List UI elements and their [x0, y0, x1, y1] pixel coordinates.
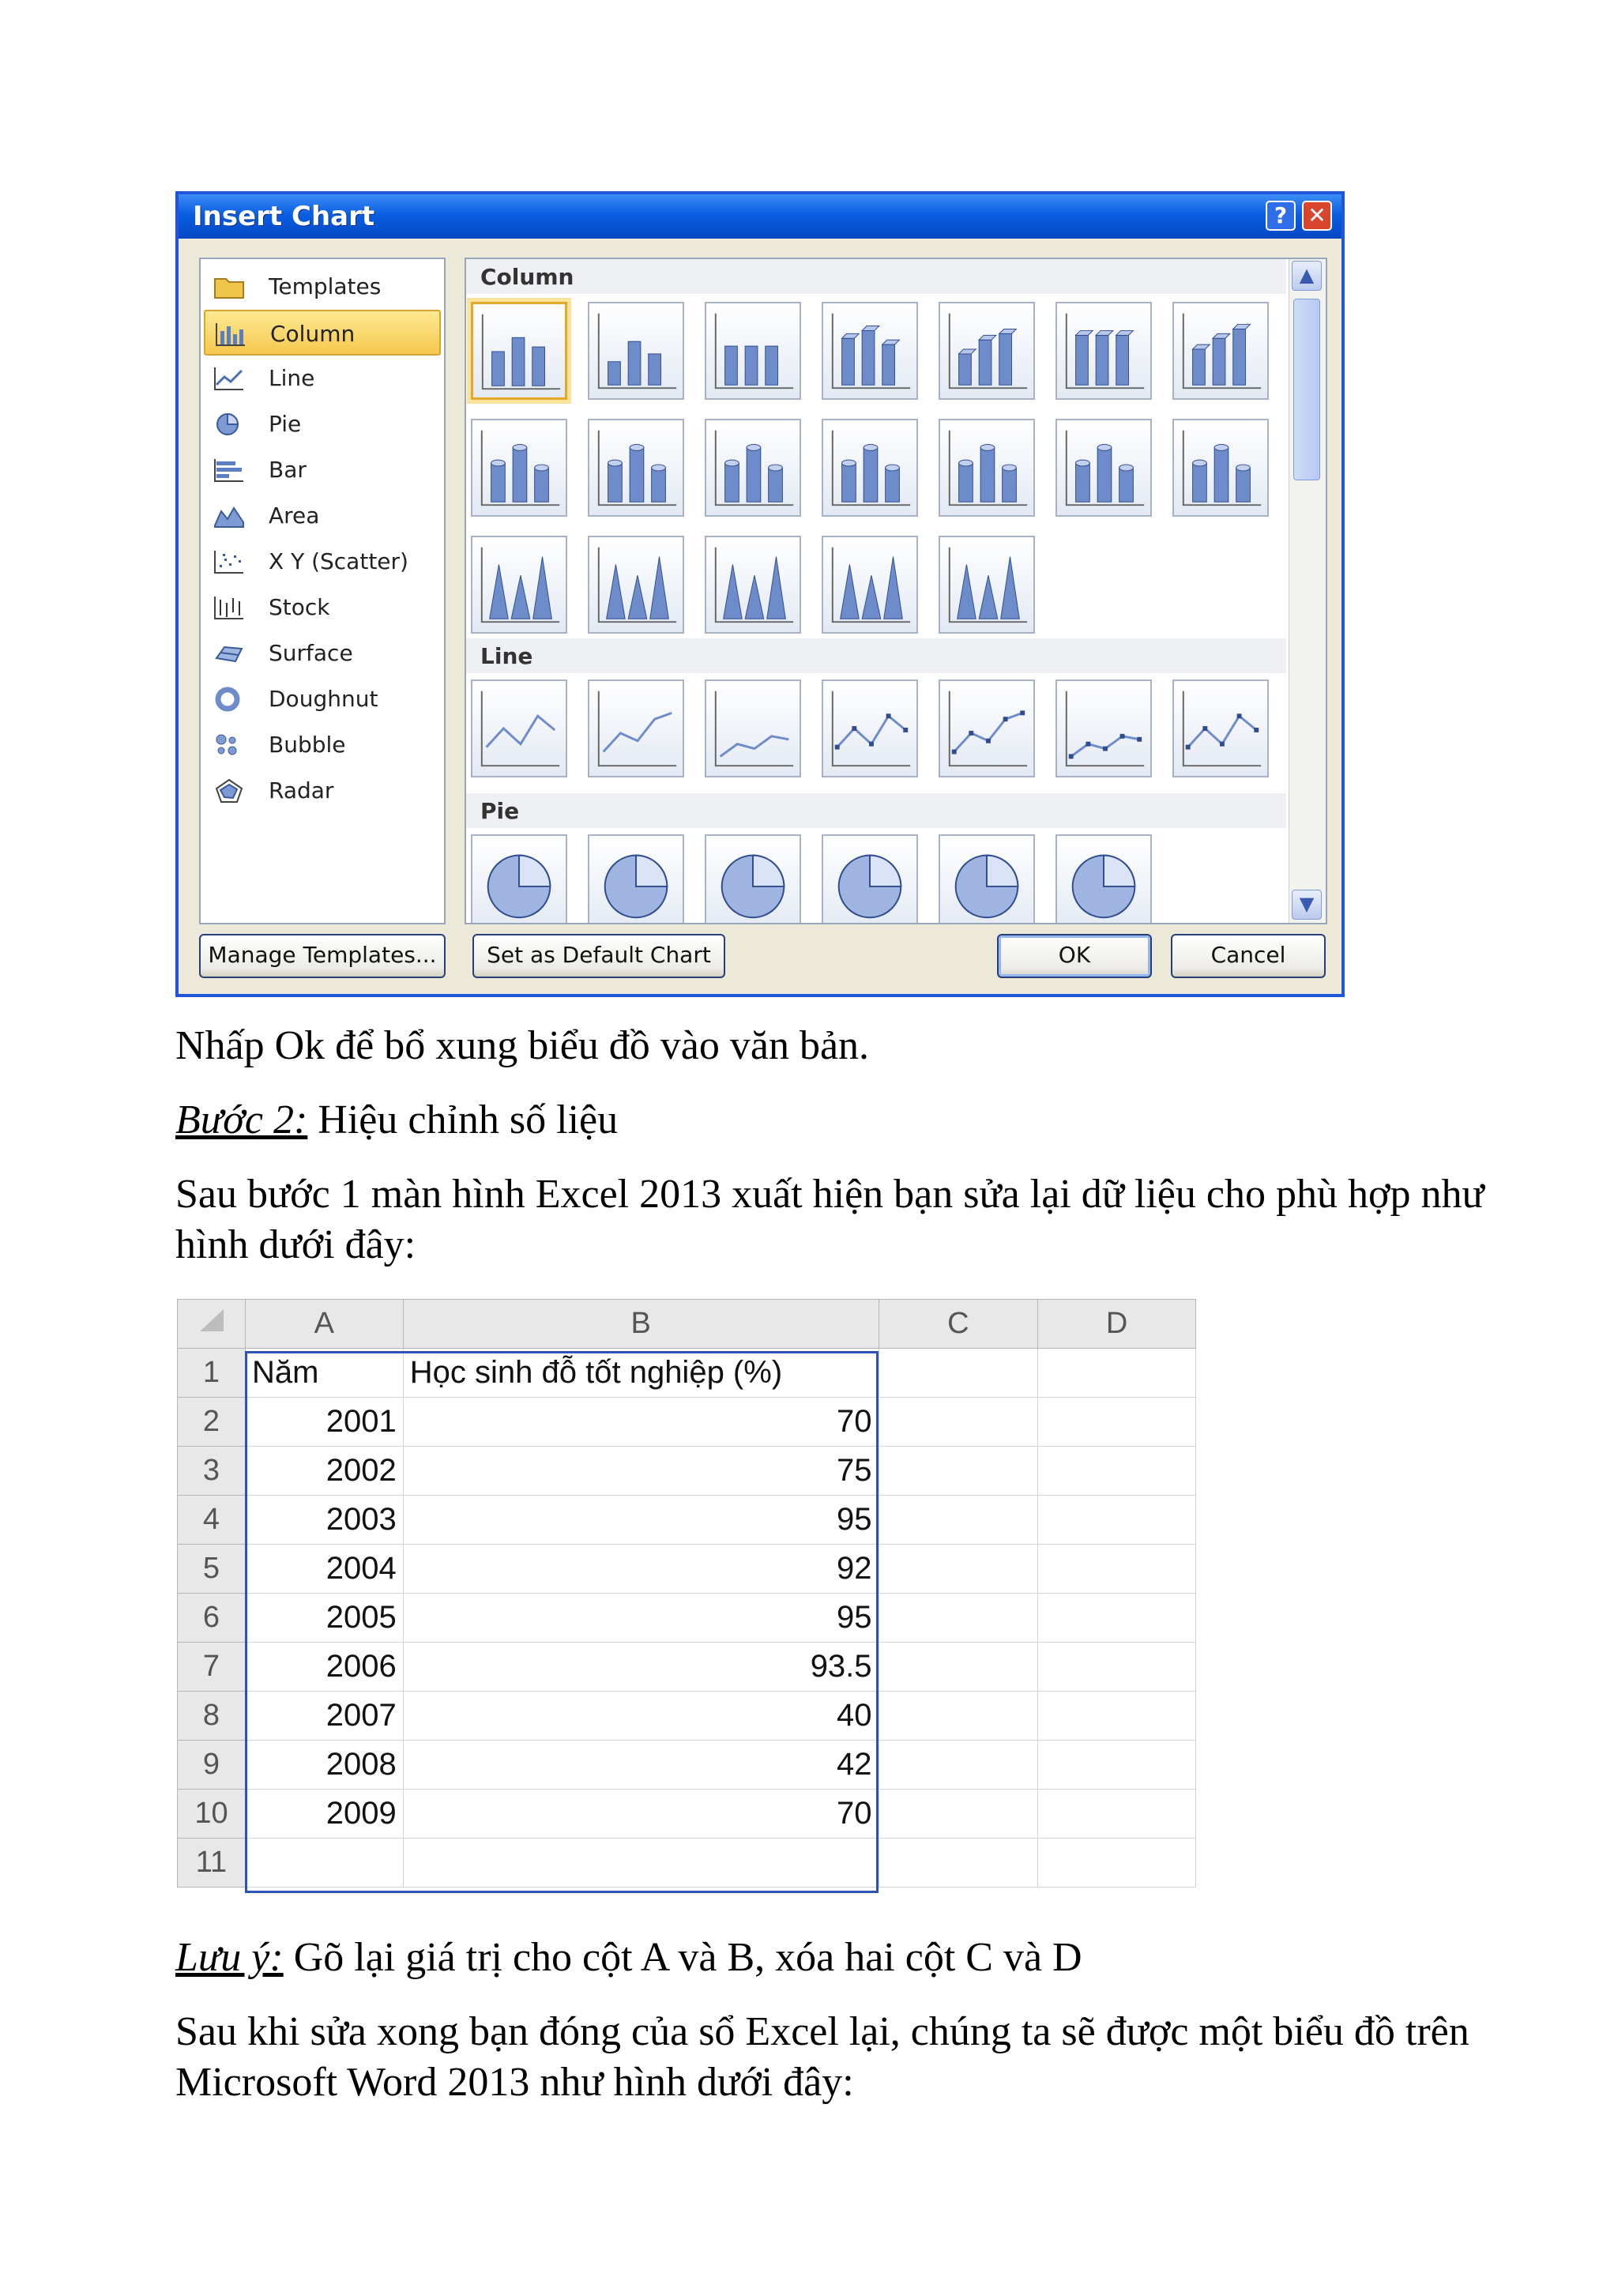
help-button[interactable]: ? — [1266, 201, 1296, 231]
category-area[interactable] — [204, 493, 441, 539]
cell-b[interactable]: 95 — [403, 1496, 879, 1545]
cell-c[interactable] — [879, 1643, 1038, 1692]
line-chart-subtype-icon[interactable] — [471, 679, 567, 777]
paragraph-excel-appears: Sau bước 1 màn hình Excel 2013 xuất hiện bạn sửa lại dữ liệu cho phù hợp như hình dưới đây: — [175, 1172, 1484, 1267]
category-templates[interactable] — [204, 264, 441, 310]
sheet-row — [178, 1398, 1196, 1447]
category-pie[interactable] — [204, 401, 441, 447]
insert-chart-dialog — [175, 191, 1345, 997]
category-label: X Y (Scatter) — [269, 548, 408, 574]
cell-c[interactable] — [879, 1741, 1038, 1790]
row-header[interactable]: 6 — [178, 1594, 246, 1643]
select-all-triangle-icon — [195, 1306, 227, 1334]
cell-c[interactable] — [879, 1594, 1038, 1643]
cell-c[interactable] — [879, 1692, 1038, 1741]
column-header-b[interactable]: B — [403, 1300, 879, 1349]
chart-gallery — [465, 258, 1327, 924]
row-header[interactable]: 9 — [178, 1741, 246, 1790]
cell-a[interactable]: 2006 — [245, 1643, 403, 1692]
chart-category-list — [199, 258, 446, 924]
cell-d[interactable] — [1038, 1790, 1196, 1839]
section-header-column: Column — [466, 259, 1286, 294]
cyl-chart-subtype-icon[interactable] — [705, 419, 801, 517]
section-header-line: Line — [466, 638, 1286, 673]
cell-a[interactable]: 2002 — [245, 1447, 403, 1496]
line-chart-subtype-icon[interactable] — [588, 679, 684, 777]
sheet-grid — [177, 1299, 1196, 1888]
category-column[interactable] — [204, 310, 441, 356]
row-header[interactable]: 2 — [178, 1398, 246, 1447]
dialog-titlebar[interactable] — [179, 194, 1341, 239]
cyl-chart-subtype-icon[interactable] — [822, 419, 918, 517]
col-chart-subtype-icon[interactable] — [471, 302, 567, 400]
category-label: Column — [270, 321, 356, 347]
cone-chart-subtype-icon[interactable] — [705, 536, 801, 634]
scroll-up-arrow-icon[interactable]: ▲ — [1292, 261, 1322, 291]
col-chart-subtype-icon[interactable] — [1172, 302, 1269, 400]
step-2-text: Hiệu chỉnh số liệu — [307, 1097, 619, 1142]
col-chart-subtype-icon[interactable] — [705, 302, 801, 400]
cell-c[interactable] — [879, 1839, 1038, 1888]
cell-d[interactable] — [1038, 1349, 1196, 1398]
cell-b[interactable]: 70 — [403, 1398, 879, 1447]
cell-b[interactable]: 42 — [403, 1741, 879, 1790]
doughnut-chart-icon — [213, 687, 245, 712]
line-chart-subtype-icon[interactable] — [1055, 679, 1152, 777]
column-header-d[interactable]: D — [1038, 1300, 1196, 1349]
row-header[interactable]: 10 — [178, 1790, 246, 1839]
sheet-row — [178, 1545, 1196, 1594]
cell-b[interactable]: 70 — [403, 1790, 879, 1839]
sheet-row — [178, 1741, 1196, 1790]
stock-chart-icon — [213, 595, 245, 620]
row-header[interactable]: 7 — [178, 1643, 246, 1692]
sheet-row — [178, 1790, 1196, 1839]
radar-chart-icon — [213, 778, 245, 804]
cancel-button[interactable]: Cancel — [1171, 934, 1326, 978]
cell-d[interactable] — [1038, 1496, 1196, 1545]
paragraph-close-excel: Sau khi sửa xong bạn đóng của sổ Excel lại, chúng ta sẽ được một biểu đồ trên Microsoft Word 2013 như hình dưới đây: — [175, 2009, 1469, 2105]
cell-b[interactable]: 93.5 — [403, 1643, 879, 1692]
cell-a[interactable]: Năm — [245, 1349, 403, 1398]
scroll-thumb[interactable] — [1293, 299, 1320, 480]
bar-chart-icon — [213, 457, 245, 483]
section-header-pie: Pie — [466, 793, 1286, 828]
category-line[interactable] — [204, 356, 441, 401]
category-label: Doughnut — [269, 686, 378, 712]
category-label: Bar — [269, 457, 307, 483]
folder-icon — [213, 274, 245, 299]
category-bubble[interactable] — [204, 722, 441, 768]
cell-a[interactable]: 2001 — [245, 1398, 403, 1447]
row-header[interactable]: 1 — [178, 1349, 246, 1398]
category-label: Radar — [269, 777, 334, 804]
paragraph-click-ok: Nhấp Ok để bổ xung biểu đồ vào văn bản. — [175, 1023, 870, 1068]
row-header[interactable]: 3 — [178, 1447, 246, 1496]
col-chart-subtype-icon[interactable] — [822, 302, 918, 400]
cell-c[interactable] — [879, 1496, 1038, 1545]
row-header[interactable]: 5 — [178, 1545, 246, 1594]
step-2-label: Bước 2: — [175, 1097, 308, 1142]
category-label: Line — [269, 365, 315, 391]
close-button[interactable]: ✕ — [1302, 201, 1332, 231]
category-scatter[interactable] — [204, 539, 441, 585]
sheet-row — [178, 1349, 1196, 1398]
column-chart-icon — [215, 322, 246, 347]
sheet-row — [178, 1594, 1196, 1643]
cone-chart-subtype-icon[interactable] — [471, 536, 567, 634]
cell-c[interactable] — [879, 1349, 1038, 1398]
bubble-chart-icon — [213, 732, 245, 758]
cone-chart-subtype-icon[interactable] — [822, 536, 918, 634]
cell-b[interactable]: 40 — [403, 1692, 879, 1741]
cell-b[interactable]: Học sinh đỗ tốt nghiệp (%) — [403, 1349, 879, 1398]
row-header[interactable]: 4 — [178, 1496, 246, 1545]
pie-chart-subtype-icon[interactable] — [588, 834, 684, 924]
pie-chart-subtype-icon[interactable] — [471, 834, 567, 924]
row-header[interactable]: 8 — [178, 1692, 246, 1741]
pie-chart-subtype-icon[interactable] — [939, 834, 1035, 924]
sheet-row — [178, 1643, 1196, 1692]
sheet-row — [178, 1447, 1196, 1496]
col-chart-subtype-icon[interactable] — [939, 302, 1035, 400]
area-chart-icon — [213, 503, 245, 529]
category-doughnut[interactable] — [204, 676, 441, 722]
cell-c[interactable] — [879, 1447, 1038, 1496]
category-label: Templates — [269, 273, 382, 299]
manage-templates-button[interactable]: Manage Templates... — [199, 934, 446, 978]
cone-chart-subtype-icon[interactable] — [588, 536, 684, 634]
column-header-c[interactable]: C — [879, 1300, 1038, 1349]
cell-d[interactable] — [1038, 1447, 1196, 1496]
cell-d[interactable] — [1038, 1692, 1196, 1741]
cell-b[interactable]: 95 — [403, 1594, 879, 1643]
note-label: Lưu ý: — [175, 1935, 284, 1980]
note-paragraph — [175, 1933, 1566, 1983]
cell-a[interactable]: 2008 — [245, 1741, 403, 1790]
cell-b[interactable]: 92 — [403, 1545, 879, 1594]
excel-sheet — [177, 1299, 1196, 1909]
line-chart-subtype-icon[interactable] — [705, 679, 801, 777]
cell-a[interactable] — [245, 1839, 403, 1888]
category-label: Stock — [269, 594, 330, 620]
col-chart-subtype-icon[interactable] — [588, 302, 684, 400]
cell-b[interactable] — [403, 1839, 879, 1888]
cyl-chart-subtype-icon[interactable] — [939, 419, 1035, 517]
cell-a[interactable]: 2004 — [245, 1545, 403, 1594]
category-label: Pie — [269, 411, 302, 437]
pie-chart-subtype-icon[interactable] — [1055, 834, 1152, 924]
scatter-chart-icon — [213, 549, 245, 574]
cell-d[interactable] — [1038, 1741, 1196, 1790]
line-chart-subtype-icon[interactable] — [1172, 679, 1269, 777]
cyl-chart-subtype-icon[interactable] — [1055, 419, 1152, 517]
set-default-chart-button[interactable]: Set as Default Chart — [472, 934, 725, 978]
cell-a[interactable]: 2005 — [245, 1594, 403, 1643]
line-chart-subtype-icon[interactable] — [939, 679, 1035, 777]
step-2-heading — [175, 1095, 1566, 1146]
line-chart-icon — [213, 366, 245, 391]
cyl-chart-subtype-icon[interactable] — [1172, 419, 1269, 517]
dialog-title: Insert Chart — [193, 201, 375, 232]
col-chart-subtype-icon[interactable] — [1055, 302, 1152, 400]
pie-chart-icon — [213, 412, 245, 437]
cell-d[interactable] — [1038, 1643, 1196, 1692]
gallery-scrollbar[interactable] — [1289, 259, 1326, 923]
cone-chart-subtype-icon[interactable] — [939, 536, 1035, 634]
cell-a[interactable]: 2003 — [245, 1496, 403, 1545]
cyl-chart-subtype-icon[interactable] — [588, 419, 684, 517]
category-bar[interactable] — [204, 447, 441, 493]
row-header[interactable]: 11 — [178, 1839, 246, 1888]
cell-b[interactable]: 75 — [403, 1447, 879, 1496]
note-text: Gõ lại giá trị cho cột A và B, xóa hai cột C và D — [283, 1935, 1082, 1980]
ok-button[interactable]: OK — [997, 934, 1152, 978]
sheet-row — [178, 1496, 1196, 1545]
category-label: Bubble — [269, 732, 346, 758]
sheet-row — [178, 1692, 1196, 1741]
pie-chart-subtype-icon[interactable] — [705, 834, 801, 924]
scroll-down-arrow-icon[interactable]: ▼ — [1292, 890, 1322, 920]
cell-a[interactable]: 2009 — [245, 1790, 403, 1839]
cell-c[interactable] — [879, 1545, 1038, 1594]
select-all-corner[interactable] — [178, 1300, 246, 1349]
cell-d[interactable] — [1038, 1545, 1196, 1594]
category-surface[interactable] — [204, 630, 441, 676]
cyl-chart-subtype-icon[interactable] — [471, 419, 567, 517]
cell-d[interactable] — [1038, 1594, 1196, 1643]
pie-chart-subtype-icon[interactable] — [822, 834, 918, 924]
category-label: Surface — [269, 640, 353, 666]
cell-d[interactable] — [1038, 1839, 1196, 1888]
category-label: Area — [269, 502, 320, 529]
cell-d[interactable] — [1038, 1398, 1196, 1447]
cell-c[interactable] — [879, 1790, 1038, 1839]
category-radar[interactable] — [204, 768, 441, 814]
line-chart-subtype-icon[interactable] — [822, 679, 918, 777]
cell-a[interactable]: 2007 — [245, 1692, 403, 1741]
column-header-a[interactable]: A — [245, 1300, 403, 1349]
sheet-row — [178, 1839, 1196, 1888]
surface-chart-icon — [213, 641, 245, 666]
category-stock[interactable] — [204, 585, 441, 630]
cell-c[interactable] — [879, 1398, 1038, 1447]
